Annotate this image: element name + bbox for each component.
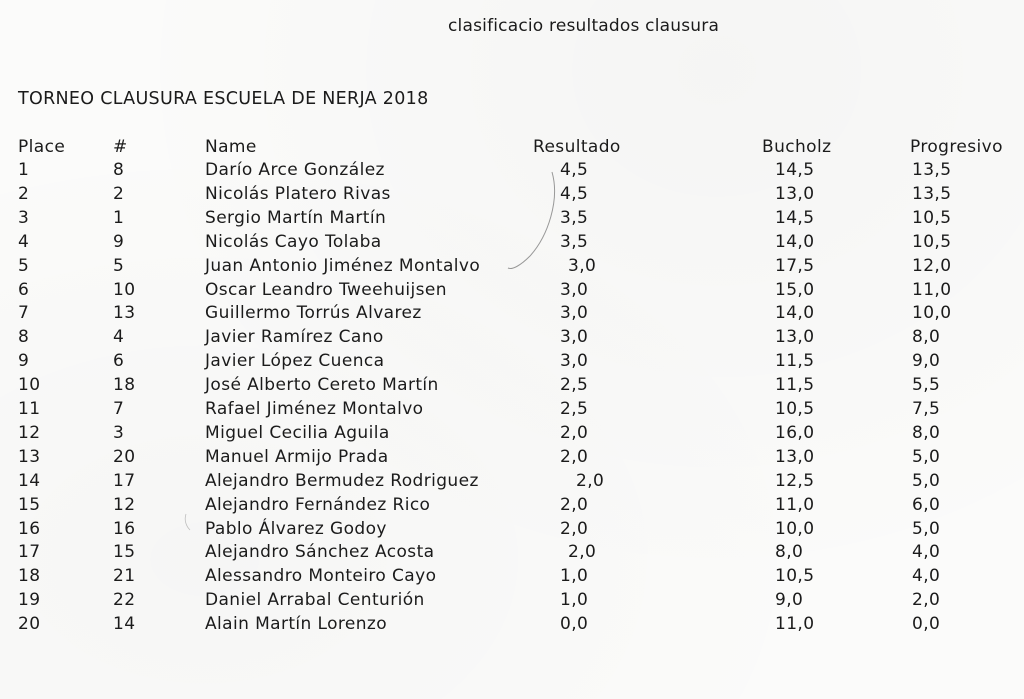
column-header-bucholz: Bucholz xyxy=(762,137,832,157)
row-player-name: Sergio Martín Martín xyxy=(205,207,387,228)
row-bucholz: 14,5 xyxy=(775,207,815,228)
row-bucholz: 11,5 xyxy=(775,375,815,396)
row-number: 9 xyxy=(113,231,125,252)
row-place: 18 xyxy=(18,566,41,587)
row-bucholz: 10,5 xyxy=(775,566,815,587)
table-row xyxy=(0,614,1024,638)
row-place: 1 xyxy=(18,160,30,180)
row-result: 2,5 xyxy=(560,399,589,419)
table-row xyxy=(0,303,1024,327)
row-place: 8 xyxy=(18,327,30,348)
row-result: 3,0 xyxy=(560,351,589,372)
row-number: 12 xyxy=(113,494,136,515)
row-bucholz: 12,5 xyxy=(775,470,815,491)
row-player-name: Alejandro Bermudez Rodriguez xyxy=(205,470,479,491)
row-place: 15 xyxy=(18,494,41,515)
row-player-name: Alessandro Monteiro Cayo xyxy=(205,566,437,587)
row-number: 17 xyxy=(113,470,136,491)
table-row xyxy=(0,184,1024,208)
row-number: 2 xyxy=(113,183,125,204)
row-bucholz: 9,0 xyxy=(775,590,804,611)
column-header-result: Resultado xyxy=(533,137,621,157)
row-progressive: 13,5 xyxy=(912,183,952,204)
table-row xyxy=(0,256,1024,280)
row-result: 3,0 xyxy=(560,327,589,348)
row-result: 2,0 xyxy=(560,446,589,467)
row-progressive: 8,0 xyxy=(912,422,941,443)
row-progressive: 6,0 xyxy=(912,494,941,515)
table-row xyxy=(0,351,1024,375)
row-number: 6 xyxy=(113,351,125,372)
table-row xyxy=(0,399,1024,423)
row-player-name: Darío Arce González xyxy=(205,160,385,180)
column-header-name: Name xyxy=(205,137,257,157)
row-place: 13 xyxy=(18,446,41,467)
row-place: 11 xyxy=(18,399,41,419)
row-player-name: Rafael Jiménez Montalvo xyxy=(205,399,424,419)
row-progressive: 5,5 xyxy=(912,375,941,396)
row-number: 16 xyxy=(113,518,136,539)
row-number: 20 xyxy=(113,446,136,467)
row-progressive: 10,5 xyxy=(912,207,952,228)
table-row xyxy=(0,495,1024,519)
row-number: 13 xyxy=(113,303,136,324)
row-player-name: Juan Antonio Jiménez Montalvo xyxy=(205,255,481,276)
table-row xyxy=(0,327,1024,351)
row-result: 4,5 xyxy=(560,160,589,180)
table-row xyxy=(0,590,1024,614)
row-number: 4 xyxy=(113,327,125,348)
row-place: 2 xyxy=(18,183,30,204)
table-row xyxy=(0,208,1024,232)
row-place: 9 xyxy=(18,351,30,372)
table-row xyxy=(0,519,1024,543)
table-row xyxy=(0,160,1024,184)
table-row xyxy=(0,423,1024,447)
table-row xyxy=(0,566,1024,590)
row-bucholz: 14,5 xyxy=(775,160,815,180)
column-header-number: # xyxy=(113,137,128,157)
row-player-name: Guillermo Torrús Alvarez xyxy=(205,303,422,324)
row-result: 4,5 xyxy=(560,183,589,204)
row-player-name: Nicolás Platero Rivas xyxy=(205,183,391,204)
row-player-name: Javier López Cuenca xyxy=(205,351,385,372)
row-result: 3,5 xyxy=(560,231,589,252)
row-place: 14 xyxy=(18,470,41,491)
row-progressive: 5,0 xyxy=(912,518,941,539)
row-player-name: Alejandro Fernández Rico xyxy=(205,494,431,515)
row-bucholz: 11,5 xyxy=(775,351,815,372)
row-place: 5 xyxy=(18,255,30,276)
tournament-title: TORNEO CLAUSURA ESCUELA DE NERJA 2018 xyxy=(18,89,429,109)
row-progressive: 9,0 xyxy=(912,351,941,372)
table-row xyxy=(0,232,1024,256)
column-header-progressive: Progresivo xyxy=(910,137,1003,157)
row-result: 2,0 xyxy=(560,518,589,539)
row-bucholz: 10,5 xyxy=(775,399,815,419)
row-place: 3 xyxy=(18,207,30,228)
row-number: 22 xyxy=(113,590,136,611)
row-place: 19 xyxy=(18,590,41,611)
row-progressive: 0,0 xyxy=(912,614,941,635)
row-place: 20 xyxy=(18,614,41,635)
row-result: 0,0 xyxy=(560,614,589,635)
row-number: 15 xyxy=(113,542,136,563)
row-progressive: 5,0 xyxy=(912,470,941,491)
row-bucholz: 11,0 xyxy=(775,494,815,515)
row-result: 3,0 xyxy=(560,279,589,300)
row-number: 7 xyxy=(113,399,125,419)
table-header-row xyxy=(0,137,1024,161)
row-player-name: José Alberto Cereto Martín xyxy=(205,375,439,396)
row-bucholz: 13,0 xyxy=(775,183,815,204)
row-player-name: Manuel Armijo Prada xyxy=(205,446,389,467)
row-progressive: 4,0 xyxy=(912,542,941,563)
row-number: 14 xyxy=(113,614,136,635)
row-progressive: 11,0 xyxy=(912,279,952,300)
row-player-name: Oscar Leandro Tweehuijsen xyxy=(205,279,447,300)
row-result: 3,0 xyxy=(568,255,597,276)
table-row xyxy=(0,471,1024,495)
row-progressive: 4,0 xyxy=(912,566,941,587)
row-progressive: 2,0 xyxy=(912,590,941,611)
table-row xyxy=(0,447,1024,471)
row-progressive: 7,5 xyxy=(912,399,941,419)
row-progressive: 10,0 xyxy=(912,303,952,324)
page-header-title: clasificacio resultados clausura xyxy=(448,16,720,36)
row-place: 10 xyxy=(18,375,41,396)
row-number: 18 xyxy=(113,375,136,396)
row-result: 2,0 xyxy=(560,494,589,515)
row-place: 7 xyxy=(18,303,30,324)
row-player-name: Nicolás Cayo Tolaba xyxy=(205,231,382,252)
table-row xyxy=(0,542,1024,566)
row-bucholz: 13,0 xyxy=(775,327,815,348)
row-bucholz: 11,0 xyxy=(775,614,815,635)
row-bucholz: 10,0 xyxy=(775,518,815,539)
row-bucholz: 16,0 xyxy=(775,422,815,443)
table-row xyxy=(0,280,1024,304)
row-result: 2,0 xyxy=(560,422,589,443)
row-player-name: Alejandro Sánchez Acosta xyxy=(205,542,435,563)
row-number: 21 xyxy=(113,566,136,587)
row-number: 1 xyxy=(113,207,125,228)
row-place: 17 xyxy=(18,542,41,563)
row-result: 2,5 xyxy=(560,375,589,396)
column-header-place: Place xyxy=(18,137,66,157)
row-bucholz: 14,0 xyxy=(775,231,815,252)
row-place: 4 xyxy=(18,231,30,252)
row-number: 10 xyxy=(113,279,136,300)
row-number: 8 xyxy=(113,160,125,180)
row-number: 5 xyxy=(113,255,125,276)
row-bucholz: 8,0 xyxy=(775,542,804,563)
row-result: 3,0 xyxy=(560,303,589,324)
row-result: 2,0 xyxy=(576,470,605,491)
row-player-name: Daniel Arrabal Centurión xyxy=(205,590,425,611)
row-number: 3 xyxy=(113,422,125,443)
row-place: 12 xyxy=(18,422,41,443)
row-bucholz: 17,5 xyxy=(775,255,815,276)
row-place: 6 xyxy=(18,279,30,300)
row-progressive: 8,0 xyxy=(912,327,941,348)
table-row xyxy=(0,375,1024,399)
row-result: 2,0 xyxy=(568,542,597,563)
row-progressive: 12,0 xyxy=(912,255,952,276)
row-progressive: 10,5 xyxy=(912,231,952,252)
row-progressive: 5,0 xyxy=(912,446,941,467)
row-player-name: Javier Ramírez Cano xyxy=(205,327,384,348)
row-progressive: 13,5 xyxy=(912,160,952,180)
row-bucholz: 15,0 xyxy=(775,279,815,300)
row-result: 1,0 xyxy=(560,590,589,611)
row-place: 16 xyxy=(18,518,41,539)
row-player-name: Alain Martín Lorenzo xyxy=(205,614,388,635)
row-result: 1,0 xyxy=(560,566,589,587)
row-result: 3,5 xyxy=(560,207,589,228)
row-player-name: Miguel Cecilia Aguila xyxy=(205,422,390,443)
row-bucholz: 14,0 xyxy=(775,303,815,324)
row-player-name: Pablo Álvarez Godoy xyxy=(205,518,387,539)
row-bucholz: 13,0 xyxy=(775,446,815,467)
